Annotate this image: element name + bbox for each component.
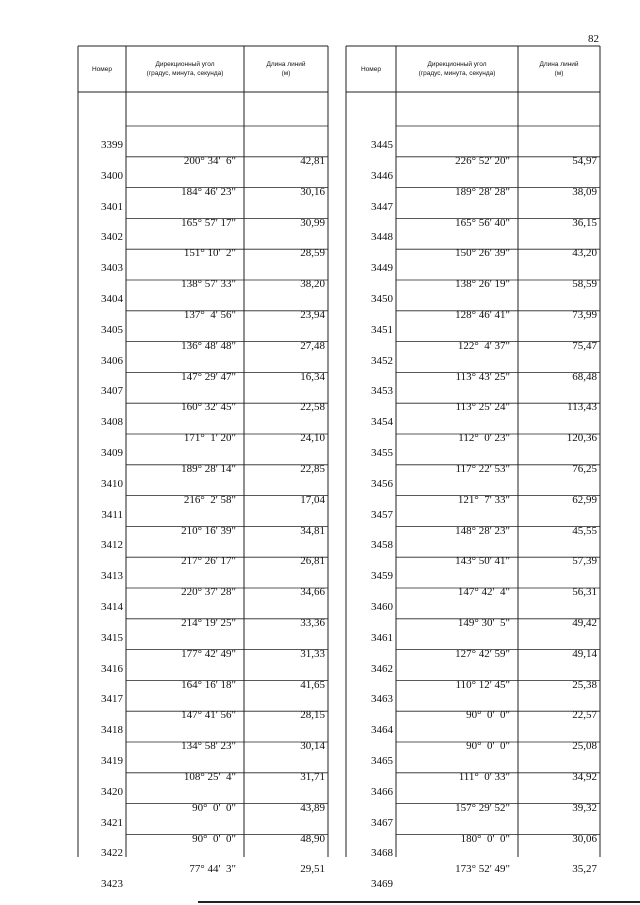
line-length: 30,16 (300, 185, 325, 198)
line-length: 43,89 (300, 801, 325, 814)
point-number: 3460 (371, 601, 393, 613)
line-length: 25,38 (572, 678, 597, 691)
point-number: 3417 (101, 693, 123, 706)
point-number: 3452 (371, 354, 393, 367)
point-number: 3463 (371, 693, 393, 706)
point-number: 3454 (371, 416, 393, 429)
direction-angle: 90° 0' 0" (466, 709, 510, 722)
point-number: 3407 (101, 385, 123, 398)
point-number: 3461 (371, 631, 393, 644)
header-number (346, 46, 396, 92)
point-number: 3399 (101, 139, 123, 151)
direction-angle: 111° 0' 33" (458, 771, 510, 783)
line-length: 35,27 (572, 863, 597, 876)
direction-angle: 113° 25' 24" (455, 401, 510, 414)
line-length: 34,81 (300, 524, 325, 537)
direction-angle: 180° 0' 0" (460, 832, 510, 845)
point-number: 3445 (371, 139, 393, 151)
direction-angle: 214° 19' 25" (181, 617, 236, 629)
point-number: 3468 (371, 847, 393, 860)
point-number: 3418 (101, 724, 123, 737)
point-number: 3403 (101, 262, 123, 275)
header-length-line: Длина линий (266, 61, 306, 68)
direction-angle: 160° 32' 45" (181, 401, 236, 414)
direction-angle: 157° 29' 52" (455, 801, 510, 814)
direction-angle: 127° 42' 59" (455, 647, 510, 660)
line-length: 27,48 (300, 339, 325, 352)
line-length: 28,15 (300, 709, 325, 722)
line-length: 42,81 (300, 155, 325, 167)
line-length: 48,90 (300, 832, 325, 845)
point-number: 3413 (101, 570, 123, 583)
point-number: 3421 (101, 816, 123, 829)
point-number: 3402 (101, 231, 123, 244)
page-number: 82 (588, 33, 599, 45)
direction-angle: 147° 29' 47" (181, 370, 236, 383)
direction-angle: 165° 56' 40" (455, 216, 510, 229)
line-length: 41,65 (300, 678, 325, 691)
point-number: 3405 (101, 323, 123, 336)
line-length: 49,14 (572, 647, 597, 660)
direction-angle: 171° 1' 20" (183, 432, 236, 445)
header-angle-line: Дирекционный угол (427, 61, 487, 68)
direction-angle: 220° 37' 28" (181, 586, 236, 599)
direction-angle: 121° 7' 33" (457, 493, 510, 506)
point-number: 3423 (101, 878, 123, 891)
line-length: 29,51 (300, 863, 325, 876)
point-number: 3408 (101, 416, 123, 429)
line-length: 22,57 (572, 709, 597, 722)
direction-angle: 138° 26' 19" (455, 278, 510, 291)
direction-angle: 122° 4' 37" (457, 339, 510, 352)
point-number: 3457 (371, 508, 393, 521)
direction-angle: 90° 0' 0" (192, 801, 236, 814)
direction-angle: 150° 26' 39" (455, 247, 510, 260)
line-length: 28,59 (300, 247, 325, 260)
direction-angle: 117° 22' 53" (455, 463, 510, 475)
direction-angle: 137° 4' 56" (183, 309, 236, 321)
direction-angle: 147° 41' 56" (181, 709, 236, 722)
direction-angle: 90° 0' 0" (192, 832, 236, 845)
direction-angle: 184° 46' 23" (181, 185, 236, 198)
direction-angle: 217° 26' 17" (181, 555, 236, 568)
point-number: 3414 (101, 601, 123, 613)
header-length (244, 46, 328, 92)
line-length: 23,94 (300, 309, 325, 321)
line-length: 120,36 (566, 432, 597, 445)
line-length: 36,15 (572, 216, 597, 229)
line-length: 38,09 (572, 185, 597, 198)
line-length: 113,43 (567, 401, 597, 414)
direction-angle: 110° 12' 45" (455, 678, 510, 691)
point-number: 3464 (371, 724, 393, 737)
point-number: 3448 (371, 231, 393, 244)
line-length: 43,20 (572, 247, 597, 260)
direction-angle: 90° 0' 0" (466, 740, 510, 753)
point-number: 3400 (101, 169, 123, 182)
header-number-line: Номер (91, 65, 112, 73)
header-length (518, 46, 600, 92)
point-number: 3410 (101, 477, 123, 490)
line-length: 26,81 (300, 555, 325, 568)
line-length: 62,99 (572, 493, 597, 506)
direction-angle: 136° 48' 48" (181, 339, 236, 352)
point-number: 3412 (101, 539, 123, 552)
line-length: 31,71 (300, 771, 325, 783)
line-length: 56,31 (572, 586, 597, 599)
point-number: 3406 (101, 354, 123, 367)
point-number: 3422 (101, 847, 123, 860)
direction-angle: 173° 52' 49" (455, 863, 510, 876)
line-length: 34,66 (300, 586, 325, 599)
header-length-line: (м) (554, 70, 564, 77)
direction-angle: 77° 44' 3" (189, 863, 236, 876)
direction-angle: 134° 58' 23" (181, 740, 236, 753)
line-length: 16,34 (300, 370, 325, 383)
direction-angle: 200° 34' 6" (183, 155, 236, 167)
point-number: 3466 (371, 785, 393, 798)
line-length: 24,10 (300, 432, 325, 445)
direction-angle: 113° 43' 25" (455, 370, 510, 383)
point-number: 3467 (371, 816, 393, 829)
direction-angle: 210° 16' 39" (181, 524, 236, 537)
direction-angle: 226° 52' 20" (455, 155, 510, 167)
direction-angle: 148° 28' 23" (455, 524, 510, 537)
header-angle-line: (градус, минута, секунда) (418, 70, 496, 77)
point-number: 3462 (371, 662, 393, 675)
direction-angle: 128° 46' 41" (455, 309, 510, 321)
point-number: 3446 (371, 169, 393, 182)
header-length-line: Длина линий (539, 61, 579, 68)
line-length: 75,47 (572, 339, 597, 352)
line-length: 31,33 (300, 647, 325, 660)
point-number: 3459 (371, 570, 393, 583)
point-number: 3411 (101, 508, 123, 521)
direction-angle: 143° 50' 41" (455, 555, 510, 568)
line-length: 45,55 (572, 524, 597, 537)
header-length-line: (м) (281, 70, 291, 77)
direction-angle: 189° 28' 14" (181, 463, 236, 475)
line-length: 54,97 (572, 155, 597, 167)
point-number: 3401 (101, 200, 123, 213)
point-number: 3450 (371, 293, 393, 305)
line-length: 30,14 (300, 740, 325, 753)
header-number-line: Номер (360, 65, 381, 73)
point-number: 3420 (101, 785, 123, 798)
line-length: 34,92 (572, 771, 597, 783)
line-length: 22,85 (300, 463, 325, 475)
line-length: 39,32 (572, 801, 597, 814)
line-length: 25,08 (572, 740, 597, 753)
line-length: 22,58 (300, 401, 325, 414)
header-number (78, 46, 126, 92)
point-number: 3449 (371, 262, 393, 275)
line-length: 33,36 (300, 617, 325, 629)
line-length: 57,39 (572, 555, 597, 568)
point-number: 3404 (101, 293, 123, 305)
footer-rule (198, 901, 640, 903)
coordinates-table-right (346, 46, 600, 891)
line-length: 68,48 (572, 370, 597, 383)
point-number: 3455 (371, 447, 393, 459)
point-number: 3416 (101, 662, 123, 675)
line-length: 17,04 (300, 493, 325, 506)
direction-angle: 151° 10' 2" (183, 247, 236, 260)
header-angle-line: (градус, минута, секунда) (146, 70, 224, 77)
direction-angle: 164° 16' 18" (181, 678, 236, 691)
line-length: 73,99 (572, 309, 597, 321)
point-number: 3419 (101, 755, 123, 767)
direction-angle: 165° 57' 17" (181, 216, 236, 229)
point-number: 3453 (371, 385, 393, 398)
line-length: 76,25 (572, 463, 597, 475)
header-angle (126, 46, 244, 92)
point-number: 3415 (101, 631, 123, 644)
direction-angle: 138° 57' 33" (181, 278, 236, 291)
header-angle-line: Дирекционный угол (155, 61, 215, 68)
direction-angle: 216° 2' 58" (183, 493, 236, 506)
header-angle (396, 46, 518, 92)
point-number: 3469 (371, 878, 393, 891)
line-length: 30,99 (300, 216, 325, 229)
coordinates-table-left (78, 46, 328, 891)
line-length: 30,06 (572, 832, 597, 845)
direction-angle: 149° 30' 5" (457, 617, 510, 629)
line-length: 38,20 (300, 278, 325, 291)
direction-angle: 177° 42' 49" (181, 647, 236, 660)
point-number: 3409 (101, 447, 123, 459)
point-number: 3447 (371, 200, 393, 213)
point-number: 3458 (371, 539, 393, 552)
point-number: 3451 (371, 323, 393, 336)
line-length: 49,42 (572, 617, 597, 629)
point-number: 3456 (371, 477, 393, 490)
direction-angle: 189° 28' 28" (455, 185, 510, 198)
direction-angle: 108° 25' 4" (183, 771, 236, 783)
point-number: 3465 (371, 755, 393, 767)
line-length: 58,59 (572, 278, 597, 291)
direction-angle: 147° 42' 4" (457, 586, 510, 599)
direction-angle: 112° 0' 23" (458, 432, 510, 445)
